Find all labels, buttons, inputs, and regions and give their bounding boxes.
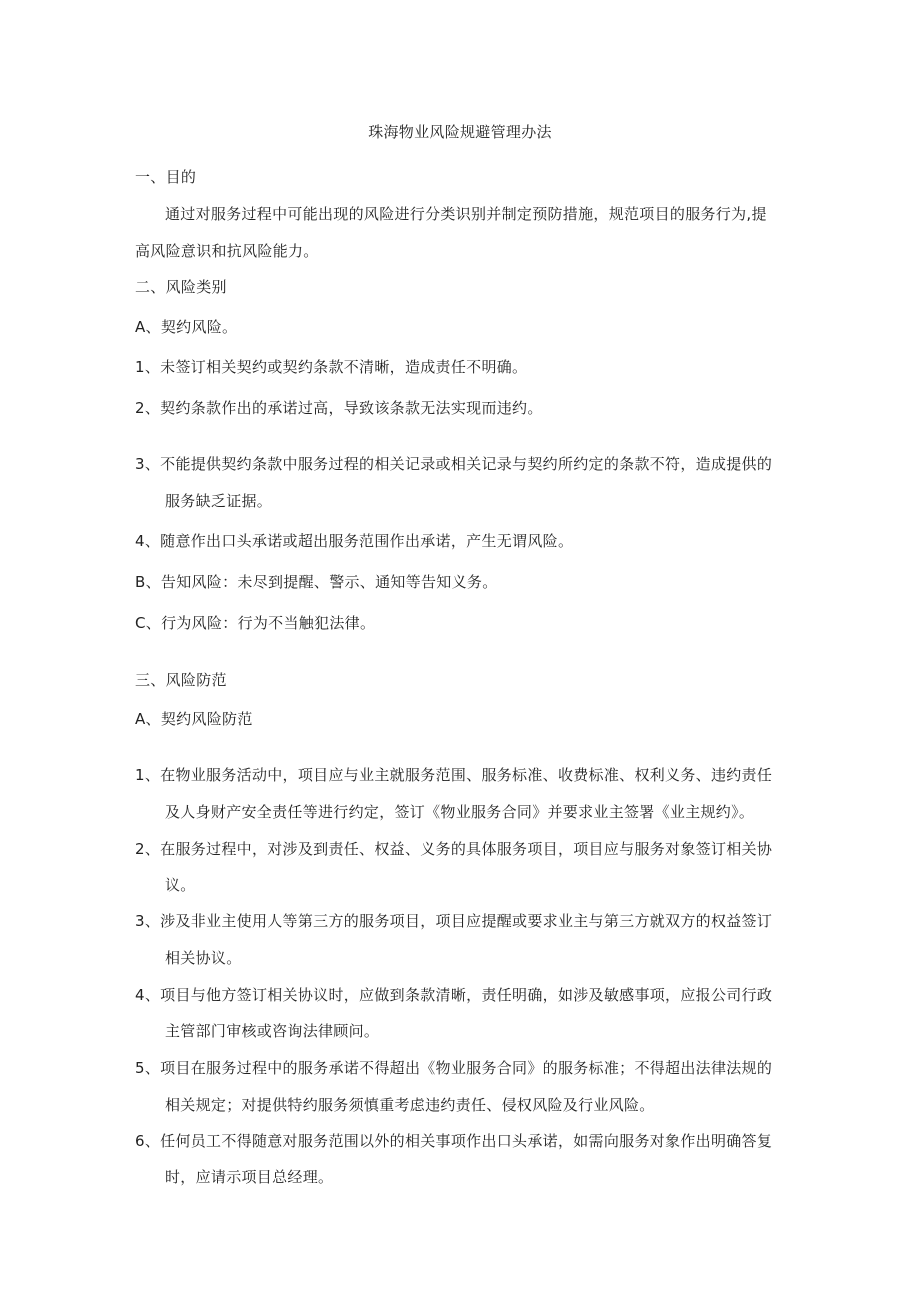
list-item-continuation: 时，应请示项目总经理。 xyxy=(165,1168,334,1186)
section-heading-risk-types: 二、风险类别 xyxy=(135,278,227,296)
paragraph-line: 高风险意识和抗风险能力。 xyxy=(135,242,319,260)
list-item-continuation: 相关协议。 xyxy=(165,949,242,967)
list-item: 6、任何员工不得随意对服务范围以外的相关事项作出口头承诺，如需向服务对象作出明确答复 xyxy=(135,1132,773,1150)
list-item: 2、契约条款作出的承诺过高，导致该条款无法实现而违约。 xyxy=(135,399,543,417)
section-heading-risk-prevention: 三、风险防范 xyxy=(135,671,227,689)
list-item-continuation: 相关规定；对提供特约服务须慎重考虑违约责任、侵权风险及行业风险。 xyxy=(165,1096,655,1114)
list-item-continuation: 主管部门审核或咨询法律顾问。 xyxy=(165,1022,380,1040)
list-item: C、行为风险：行为不当触犯法律。 xyxy=(135,614,376,632)
list-item: 3、涉及非业主使用人等第三方的服务项目，项目应提醒或要求业主与第三方就双方的权益签订 xyxy=(135,912,773,930)
list-item: A、契约风险防范 xyxy=(135,710,253,728)
list-item-continuation: 及人身财产安全责任等进行约定，签订《物业服务合同》并要求业主签署《业主规约》。 xyxy=(165,803,755,821)
list-item: 3、不能提供契约条款中服务过程的相关记录或相关记录与契约所约定的条款不符，造成提供的 xyxy=(135,455,773,473)
list-item: 2、在服务过程中，对涉及到责任、权益、义务的具体服务项目，项目应与服务对象签订相关协 xyxy=(135,840,773,858)
list-item: 4、项目与他方签订相关协议时，应做到条款清晰，责任明确，如涉及敏感事项，应报公司行政 xyxy=(135,986,773,1004)
list-item: 1、在物业服务活动中，项目应与业主就服务范围、服务标准、收费标准、权利义务、违约责任 xyxy=(135,766,773,784)
section-heading-purpose: 一、目的 xyxy=(135,168,197,186)
list-item: 4、随意作出口头承诺或超出服务范围作出承诺，产生无谓风险。 xyxy=(135,532,574,550)
list-item-continuation: 议。 xyxy=(165,876,196,894)
list-item-continuation: 服务缺乏证据。 xyxy=(165,492,273,510)
list-item: B、告知风险：未尽到提醒、警示、通知等告知义务。 xyxy=(135,573,498,591)
list-item: 5、项目在服务过程中的服务承诺不得超出《物业服务合同》的服务标准；不得超出法律法规的 xyxy=(135,1059,773,1077)
list-item: 1、未签订相关契约或契约条款不清晰，造成责任不明确。 xyxy=(135,358,528,376)
document-title: 珠海物业风险规避管理办法 xyxy=(368,123,552,141)
paragraph-line: 通过对服务过程中可能出现的风险进行分类识别并制定预防措施，规范项目的服务行为,提 xyxy=(165,205,767,223)
list-item: A、契约风险。 xyxy=(135,318,238,336)
